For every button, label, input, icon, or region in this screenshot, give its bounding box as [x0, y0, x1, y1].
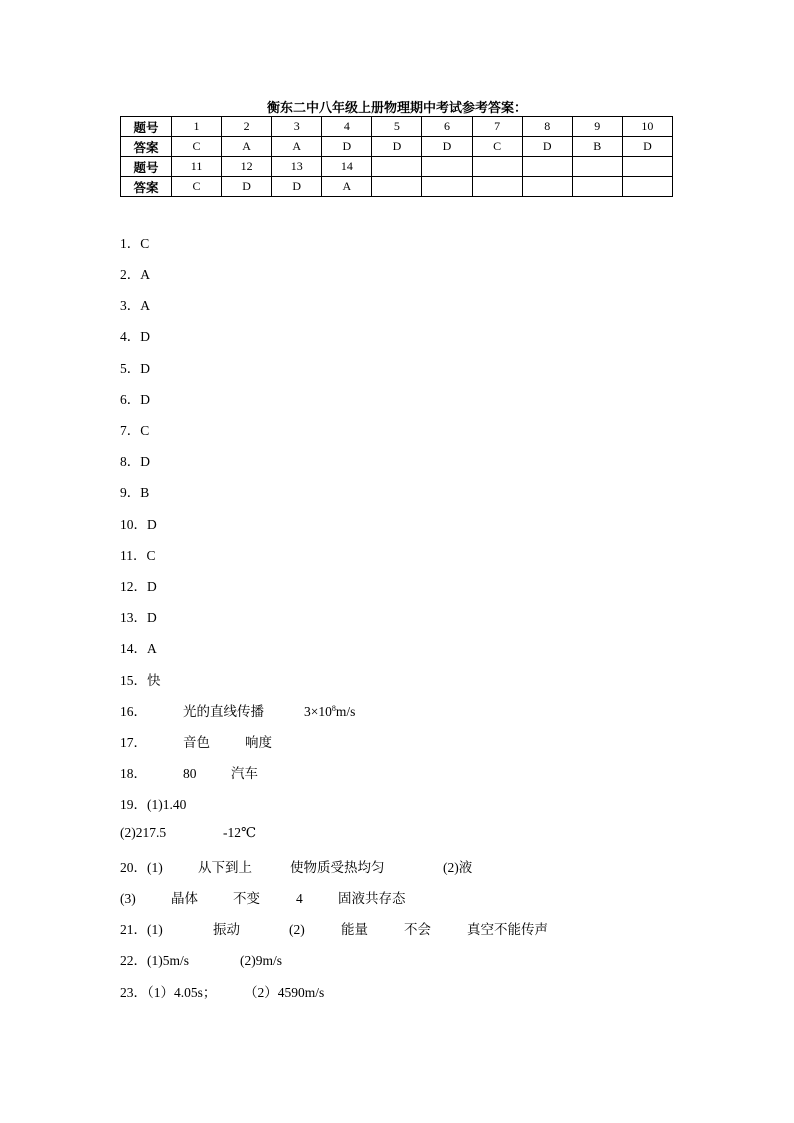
- answer-line-18: [120, 762, 258, 782]
- answer-line-5: 5．D: [120, 361, 150, 376]
- question-number: 18．: [120, 766, 147, 781]
- answer-line-4: 4．D: [120, 329, 150, 344]
- answer-line-3: 3．A: [120, 298, 150, 313]
- answer-table: [120, 116, 673, 197]
- answer-line-21: [120, 918, 548, 938]
- answer-line-20b: [120, 887, 406, 907]
- table-cell: [522, 157, 572, 177]
- table-cell: D: [622, 137, 672, 157]
- question-number: 20．(1): [120, 860, 163, 875]
- table-cell: 1: [172, 117, 222, 137]
- answer-text: (2)9m/s: [240, 953, 282, 968]
- answer-text: 能量: [341, 922, 368, 937]
- table-cell: 9: [572, 117, 622, 137]
- table-row: [121, 157, 673, 177]
- answer-line-8: 8．D: [120, 454, 150, 469]
- table-cell: A: [272, 137, 322, 157]
- answer-text: （2）4590m/s: [244, 985, 325, 1000]
- answer-text: m/s: [335, 704, 356, 719]
- row-label-answer: 答案: [121, 177, 172, 197]
- question-number: 16．: [120, 704, 147, 719]
- table-cell: A: [322, 177, 372, 197]
- answer-line-10: 10．D: [120, 517, 157, 532]
- table-cell: B: [572, 137, 622, 157]
- answer-text: 真空不能传声: [467, 922, 548, 937]
- answer-line-13: 13．D: [120, 610, 157, 625]
- table-cell: 3: [272, 117, 322, 137]
- table-cell: D: [322, 137, 372, 157]
- table-cell: 11: [172, 157, 222, 177]
- table-row: [121, 137, 673, 157]
- table-cell: D: [522, 137, 572, 157]
- answer-text: 从下到上: [198, 860, 252, 875]
- answer-text: 3×10: [304, 704, 332, 719]
- question-number: 21．(1): [120, 922, 163, 937]
- answer-line-19: 19．(1)1.40: [120, 797, 187, 812]
- table-cell: C: [172, 137, 222, 157]
- answer-line-7: 7．C: [120, 423, 150, 438]
- row-label-number: 题号: [121, 157, 172, 177]
- table-cell: C: [172, 177, 222, 197]
- answer-text: (3): [120, 891, 136, 906]
- answer-text: 音色: [183, 735, 210, 750]
- answer-line-14: 14．A: [120, 641, 157, 656]
- answer-text: 4: [296, 891, 303, 906]
- page-title: 衡东二中八年级上册物理期中考试参考答案：: [266, 101, 527, 116]
- table-cell: [572, 177, 622, 197]
- answer-text: 不变: [233, 891, 260, 906]
- answer-text: (2): [289, 922, 305, 937]
- table-cell: [572, 157, 622, 177]
- answer-text: 80: [183, 766, 197, 781]
- answer-line-12: 12．D: [120, 579, 157, 594]
- question-number: 17．: [120, 735, 147, 750]
- table-cell: [622, 177, 672, 197]
- answer-text: 23．（1）4.05s；: [120, 985, 217, 1000]
- answer-text: -12℃: [223, 825, 257, 840]
- answer-text: (2)217.5: [120, 825, 167, 840]
- table-cell: [622, 157, 672, 177]
- row-label-answer: 答案: [121, 137, 172, 157]
- table-cell: 7: [472, 117, 522, 137]
- table-cell: [422, 157, 472, 177]
- table-cell: D: [372, 137, 422, 157]
- table-cell: 8: [522, 117, 572, 137]
- answer-text: 使物质受热均匀: [290, 860, 385, 875]
- table-cell: 2: [222, 117, 272, 137]
- answer-text: (2)液: [443, 860, 473, 875]
- answer-text: [304, 704, 355, 720]
- answer-line-20: [120, 856, 472, 876]
- answer-line-16: [120, 700, 355, 720]
- table-cell: [472, 177, 522, 197]
- answer-line-23: [120, 981, 324, 1001]
- table-cell: 13: [272, 157, 322, 177]
- row-label-number: 题号: [121, 117, 172, 137]
- answer-text: 响度: [245, 735, 272, 750]
- table-cell: 12: [222, 157, 272, 177]
- table-cell: A: [222, 137, 272, 157]
- answer-text: 晶体: [171, 891, 198, 906]
- table-cell: 4: [322, 117, 372, 137]
- table-cell: D: [272, 177, 322, 197]
- table-cell: 14: [322, 157, 372, 177]
- answer-line-17: [120, 731, 272, 751]
- table-cell: D: [222, 177, 272, 197]
- table-cell: [372, 177, 422, 197]
- answer-line-9: 9．B: [120, 485, 150, 500]
- answer-line-19b: [120, 825, 256, 841]
- answer-line-1: 1．C: [120, 236, 150, 251]
- answer-line-2: 2．A: [120, 267, 150, 282]
- table-cell: [422, 177, 472, 197]
- table-cell: [372, 157, 422, 177]
- answer-text: 22．(1)5m/s: [120, 953, 189, 968]
- table-cell: 6: [422, 117, 472, 137]
- answer-text: 光的直线传播: [183, 704, 264, 719]
- answer-line-11: 11．C: [120, 548, 156, 563]
- table-cell: D: [422, 137, 472, 157]
- answer-text: 固液共存态: [338, 891, 406, 906]
- table-cell: C: [472, 137, 522, 157]
- table-cell: [522, 177, 572, 197]
- exponent: 8: [331, 704, 336, 713]
- table-cell: 10: [622, 117, 672, 137]
- answer-line-22: [120, 949, 282, 969]
- table-row: [121, 117, 673, 137]
- table-cell: 5: [372, 117, 422, 137]
- answer-text: 汽车: [231, 766, 258, 781]
- answer-line-6: 6．D: [120, 392, 150, 407]
- table-cell: [472, 157, 522, 177]
- answer-line-15: 15．快: [120, 673, 161, 688]
- table-row: [121, 177, 673, 197]
- answer-text: 不会: [404, 922, 431, 937]
- answer-text: 振动: [213, 922, 240, 937]
